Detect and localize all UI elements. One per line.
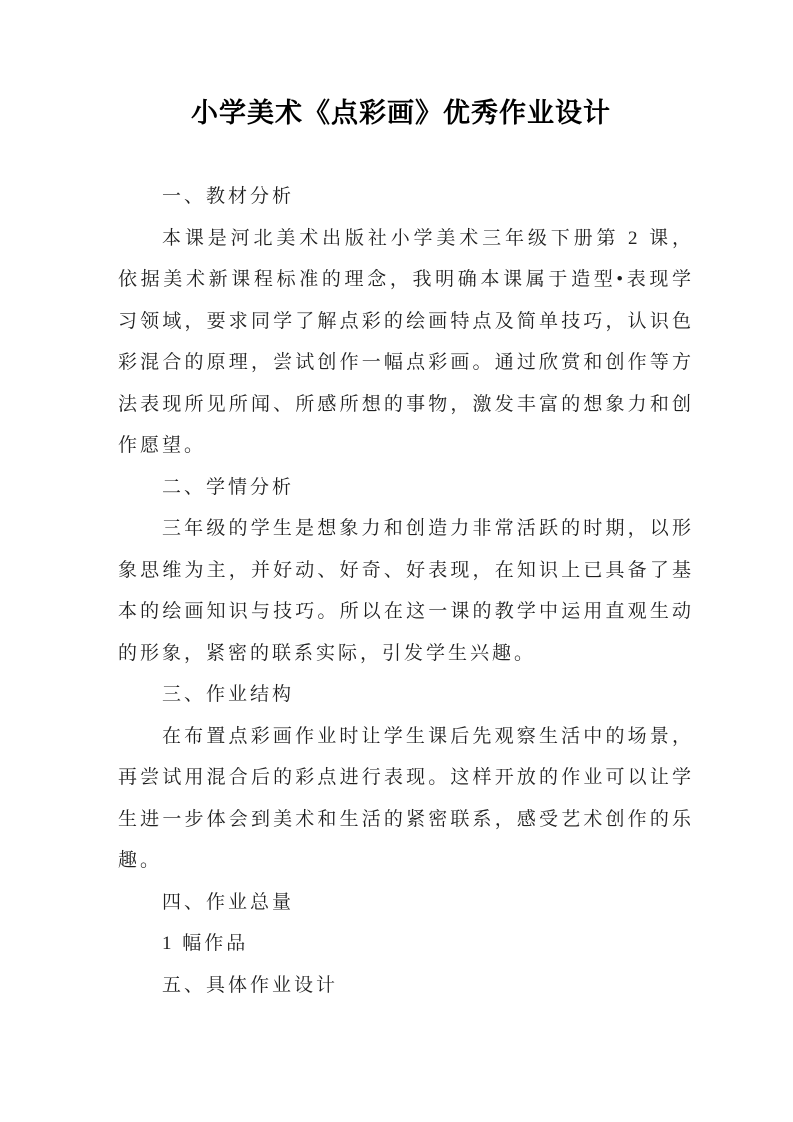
paragraph: 三年级的学生是想象力和创造力非常活跃的时期，以形象思维为主，并好动、好奇、好表现，在知识上已具备了基本的绘画知识与技巧。所以在这一课的教学中运用直观生动的形象，紧密的联系实际，引发学生兴趣。 xyxy=(118,518,694,664)
section-heading: 二、学情分析 xyxy=(162,476,295,498)
section-heading: 三、作业结构 xyxy=(162,684,295,705)
section-heading: 四、作业总量 xyxy=(162,891,295,913)
document-title: 小学美术《点彩画》优秀作业设计 xyxy=(191,98,611,128)
section-heading: 一、教材分析 xyxy=(162,186,295,207)
document-body xyxy=(118,176,694,1006)
paragraph: 本课是河北美术出版社小学美术三年级下册第 2 课，依据美术新课程标准的理念，我明确本课属于造型•表现学习领域，要求同学了解点彩的绘画特点及简单技巧，认识色彩混合的原理，尝试创作一幅点彩画。通过欣赏和创作等方法表现所见所闻、所感所想的事物，激发丰富的想象力和创作愿望。 xyxy=(118,227,694,456)
section-heading: 五、具体作业设计 xyxy=(162,974,339,996)
paragraph: 在布置点彩画作业时让学生课后先观察生活中的场景，再尝试用混合后的彩点进行表现。这样开放的作业可以让学生进一步体会到美术和生活的紧密联系，感受艺术创作的乐趣。 xyxy=(118,725,694,871)
paragraph: 1 幅作品 xyxy=(162,933,249,954)
